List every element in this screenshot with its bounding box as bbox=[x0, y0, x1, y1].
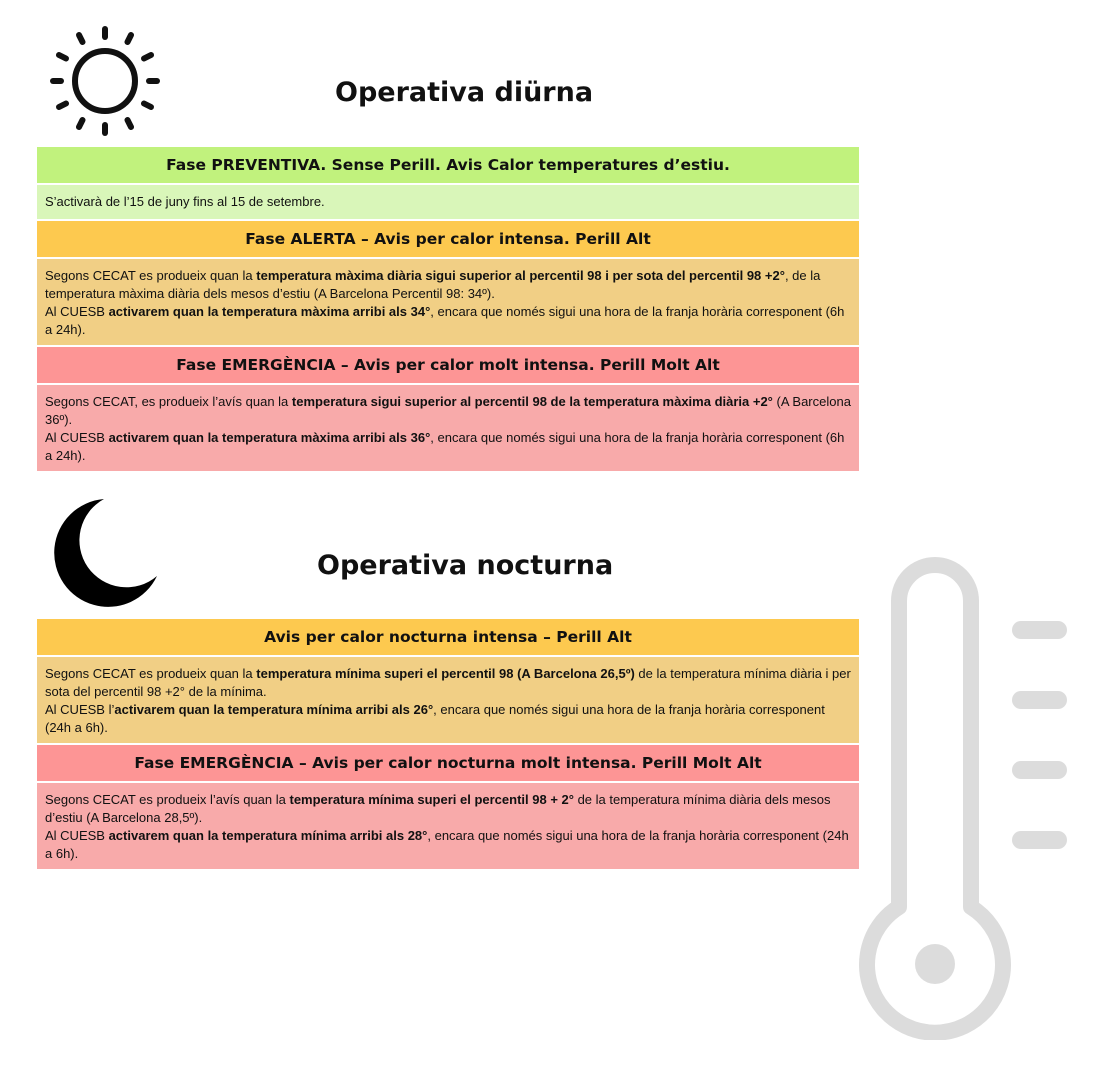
emergency-phase-header: Fase EMERGÈNCIA – Avis per calor molt intensa. Perill Molt Alt bbox=[37, 347, 859, 385]
night-emergency-activation: Al CUESB activarem quan la temperatura mínima arribi als 28°, encara que només sigui una hora de la franja horària corresponent (24h a 6h). bbox=[45, 828, 849, 861]
day-section-title: Operativa diürna bbox=[335, 77, 594, 108]
preventive-phase-header: Fase PREVENTIVA. Sense Perill. Avis Calor temperatures d’estiu. bbox=[37, 147, 859, 185]
moon-icon bbox=[50, 496, 162, 610]
emergency-phase-body bbox=[37, 385, 859, 473]
emergency-phase-criterion: Segons CECAT, es produeix l’avís quan la temperatura sigui superior al percentil 98 de la temperatura màxima diària +2° (A Barcelona 36º). bbox=[45, 394, 851, 427]
preventive-phase-body bbox=[37, 185, 859, 221]
night-alert-activation: Al CUESB l’activarem quan la temperatura mínima arribi als 26°, encara que només sigui una hora de la franja horària corresponent (24h a 6h). bbox=[45, 702, 825, 735]
alert-phase-header: Fase ALERTA – Avis per calor intensa. Perill Alt bbox=[37, 221, 859, 259]
night-alert-criterion: Segons CECAT es produeix quan la temperatura mínima superi el percentil 98 (A Barcelona 26,5º) de la temperatura mínima diària i per sota del percentil 98 +2° de la mínima. bbox=[45, 666, 851, 699]
emergency-phase-activation: Al CUESB activarem quan la temperatura màxima arribi als 36°, encara que només sigui una hora de la franja horària corresponent (6h a 24h). bbox=[45, 430, 845, 463]
night-emergency-body bbox=[37, 783, 859, 871]
night-section-title: Operativa nocturna bbox=[317, 550, 614, 581]
thermometer-icon bbox=[855, 555, 1075, 1040]
sun-icon bbox=[49, 25, 161, 137]
alert-phase-activation: Al CUESB activarem quan la temperatura màxima arribi als 34°, encara que només sigui una hora de la franja horària corresponent (6h a 24h). bbox=[45, 304, 845, 337]
night-table bbox=[37, 619, 859, 871]
night-emergency-criterion: Segons CECAT es produeix l’avís quan la temperatura mínima superi el percentil 98 + 2° de la temperatura mínima diària dels mesos d’estiu (A Barcelona 28,5º). bbox=[45, 792, 831, 825]
night-emergency-header: Fase EMERGÈNCIA – Avis per calor nocturna molt intensa. Perill Molt Alt bbox=[37, 745, 859, 783]
alert-phase-body bbox=[37, 259, 859, 347]
alert-phase-criterion: Segons CECAT es produeix quan la temperatura màxima diària sigui superior al percentil 98 i per sota del percentil 98 +2°, de la temperatura màxima diària dels mesos d’estiu (A Barcelona Percentil 98: 34º). bbox=[45, 268, 821, 301]
preventive-phase-text: S’activarà de l’15 de juny fins al 15 de setembre. bbox=[45, 194, 325, 209]
day-table bbox=[37, 147, 859, 473]
night-alert-header: Avis per calor nocturna intensa – Perill Alt bbox=[37, 619, 859, 657]
night-alert-body bbox=[37, 657, 859, 745]
